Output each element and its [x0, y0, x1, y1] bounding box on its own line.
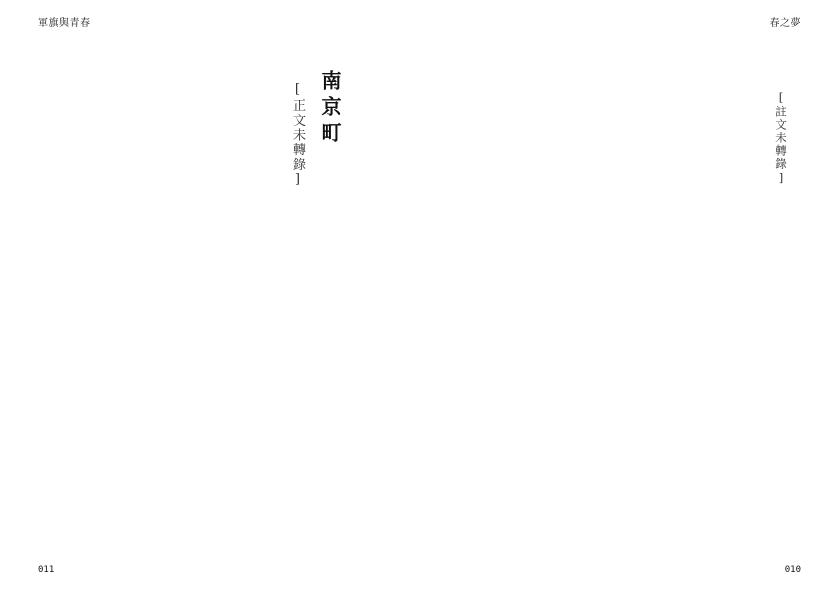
running-head-left: 軍旗與青春 [38, 18, 91, 29]
chapter-title: 南京町 [318, 70, 342, 148]
page-number-right: 010 [784, 565, 801, 575]
chapter-body [9, 82, 309, 552]
historical-note [471, 90, 791, 390]
body-placeholder: [正文未轉錄] [290, 82, 305, 189]
note-placeholder: [註文未轉錄] [774, 90, 788, 186]
left-page [0, 0, 419, 595]
running-head-right: 春之夢 [769, 18, 801, 29]
right-page [420, 0, 839, 595]
page-number-left: 011 [38, 565, 55, 575]
